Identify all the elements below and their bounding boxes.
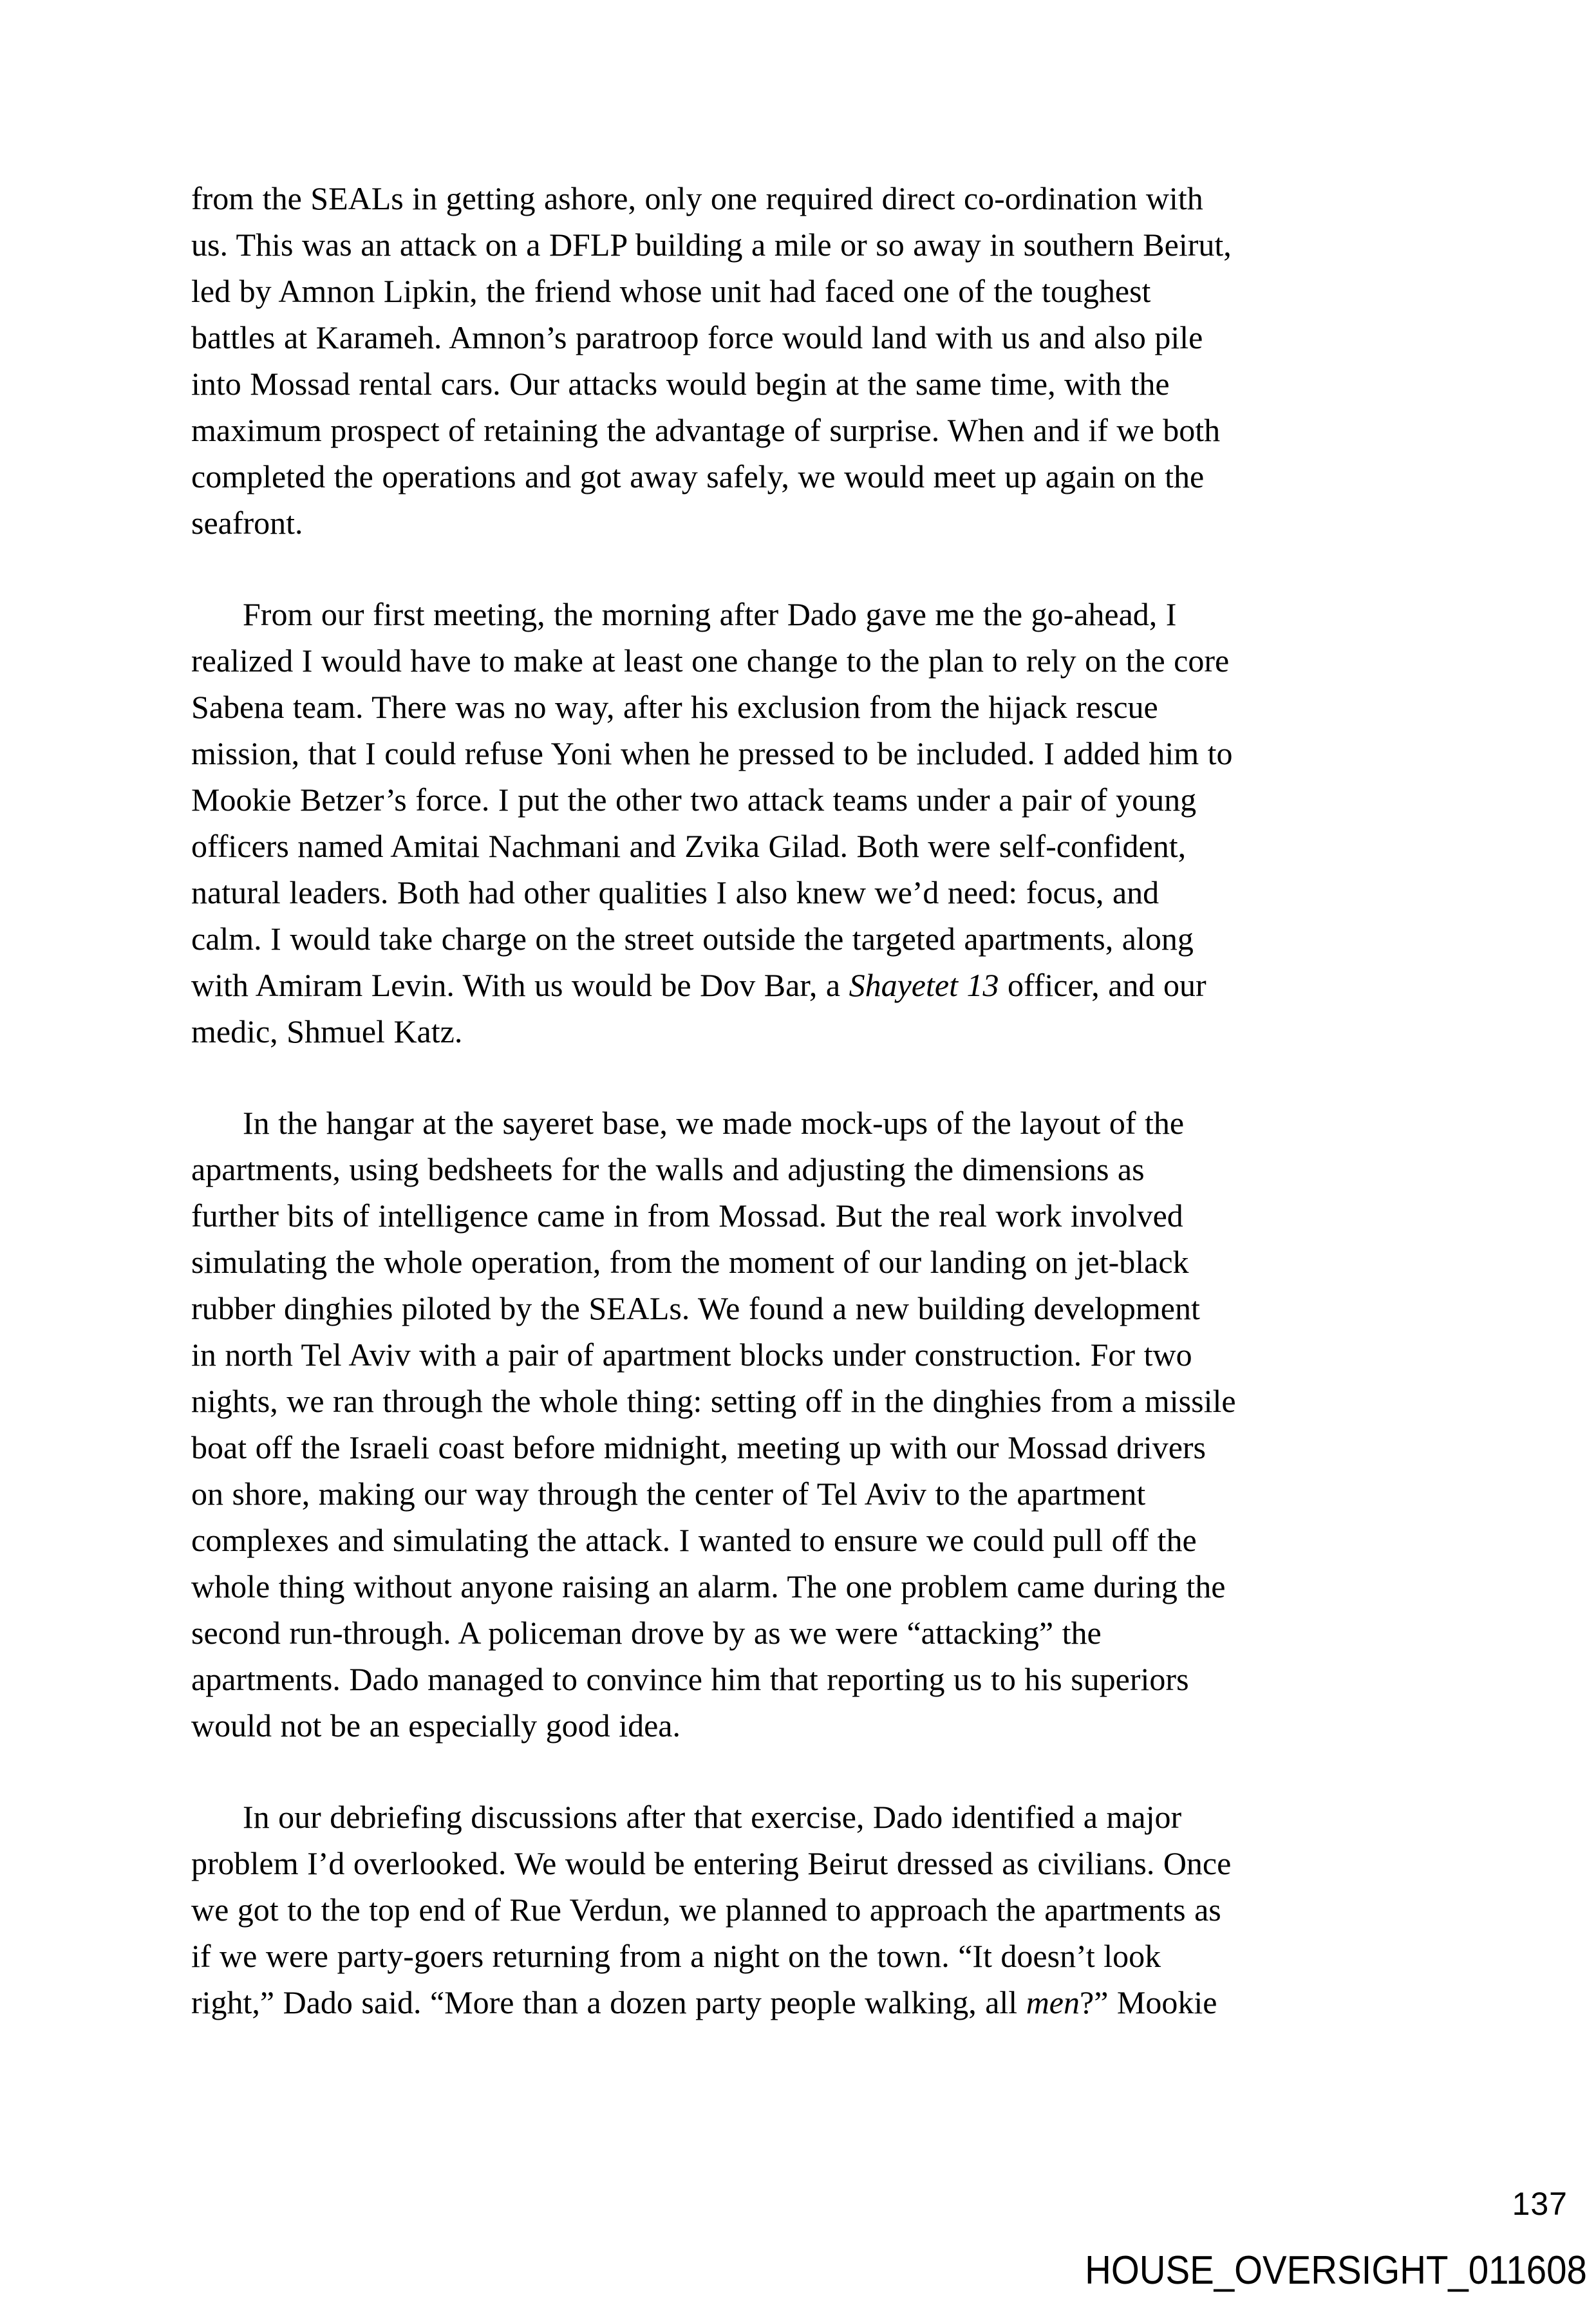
text-segment: nights, we ran through the whole thing: setting off in the dinghies from a missile (191, 1383, 1236, 1419)
text-line (191, 221, 1424, 268)
text-segment: battles at Karameh. Amnon’s paratroop force would land with us and also pile (191, 319, 1203, 355)
text-segment: right,” Dado said. “More than a dozen party people walking, all (191, 1984, 1026, 2020)
italic-text: men (1026, 1984, 1080, 2020)
text-line (191, 1610, 1424, 1656)
text-segment: calm. I would take charge on the street outside the targeted apartments, along (191, 921, 1194, 957)
text-segment: complexes and simulating the attack. I wanted to ensure we could pull off the (191, 1522, 1197, 1558)
text-line (191, 268, 1424, 314)
text-segment: simulating the whole operation, from the moment of our landing on jet-black (191, 1244, 1189, 1280)
text-line (191, 591, 1424, 637)
text-line (191, 916, 1424, 962)
text-line (191, 1840, 1424, 1886)
text-segment: apartments, using bedsheets for the walls and adjusting the dimensions as (191, 1151, 1145, 1187)
text-segment: rubber dinghies piloted by the SEALs. We found a new building development (191, 1290, 1200, 1326)
text-line (191, 1886, 1424, 1933)
text-line (191, 1933, 1424, 1979)
text-segment: into Mossad rental cars. Our attacks would begin at the same time, with the (191, 366, 1170, 402)
text-segment: seafront. (191, 505, 303, 541)
paragraph (191, 1100, 1424, 1749)
text-segment: problem I’d overlooked. We would be entering Beirut dressed as civilians. Once (191, 1845, 1232, 1881)
text-line (191, 637, 1424, 684)
text-segment: would not be an especially good idea. (191, 1707, 681, 1744)
italic-text: Shayetet 13 (849, 967, 999, 1003)
text-line (191, 1656, 1424, 1702)
text-line (191, 1702, 1424, 1749)
paragraph (191, 175, 1424, 546)
text-segment: completed the operations and got away safely, we would meet up again on the (191, 458, 1205, 494)
text-line (191, 684, 1424, 730)
text-line (191, 1424, 1424, 1471)
text-line (191, 500, 1424, 546)
text-segment: officer, and our (999, 967, 1206, 1003)
text-line (191, 1285, 1424, 1331)
text-line (191, 1563, 1424, 1610)
text-line (191, 823, 1424, 869)
text-line (191, 407, 1424, 453)
text-segment: In the hangar at the sayeret base, we made mock-ups of the layout of the (243, 1105, 1185, 1141)
text-line (191, 1378, 1424, 1424)
text-segment: In our debriefing discussions after that exercise, Dado identified a major (243, 1799, 1182, 1835)
text-segment: us. This was an attack on a DFLP building a mile or so away in southern Beirut, (191, 227, 1232, 263)
text-segment: further bits of intelligence came in from Mossad. But the real work involved (191, 1198, 1183, 1234)
text-segment: mission, that I could refuse Yoni when he pressed to be included. I added him to (191, 735, 1233, 771)
text-line (191, 1100, 1424, 1146)
text-segment: apartments. Dado managed to convince him that reporting us to his superiors (191, 1661, 1189, 1697)
text-line (191, 1517, 1424, 1563)
text-segment: whole thing without anyone raising an alarm. The one problem came during the (191, 1568, 1226, 1604)
page-body-text (191, 175, 1424, 2026)
bates-number-stamp: HOUSE_OVERSIGHT_011608 (1085, 2248, 1587, 2293)
text-segment: on shore, making our way through the center of Tel Aviv to the apartment (191, 1476, 1146, 1512)
text-line (191, 1331, 1424, 1378)
text-segment: natural leaders. Both had other qualities I also knew we’d need: focus, and (191, 874, 1159, 910)
text-segment: boat off the Israeli coast before midnight, meeting up with our Mossad drivers (191, 1429, 1206, 1465)
text-segment: we got to the top end of Rue Verdun, we planned to approach the apartments as (191, 1892, 1221, 1928)
text-segment: Sabena team. There was no way, after his exclusion from the hijack rescue (191, 689, 1158, 725)
text-segment: ?” Mookie (1080, 1984, 1217, 2020)
text-line (191, 776, 1424, 823)
page-number: 137 (1512, 2186, 1568, 2222)
text-segment: Mookie Betzer’s force. I put the other two attack teams under a pair of young (191, 782, 1197, 818)
text-line (191, 314, 1424, 361)
text-line (191, 1471, 1424, 1517)
text-segment: in north Tel Aviv with a pair of apartment blocks under construction. For two (191, 1337, 1192, 1373)
text-segment: maximum prospect of retaining the advantage of surprise. When and if we both (191, 412, 1221, 448)
text-line (191, 1794, 1424, 1840)
text-line (191, 869, 1424, 916)
text-line (191, 1146, 1424, 1192)
text-segment: from the SEALs in getting ashore, only one required direct co-ordination with (191, 180, 1203, 216)
text-segment: medic, Shmuel Katz. (191, 1013, 463, 1049)
text-line (191, 453, 1424, 500)
text-segment: second run-through. A policeman drove by as we were “attacking” the (191, 1615, 1102, 1651)
text-segment: realized I would have to make at least one change to the plan to rely on the core (191, 643, 1230, 679)
paragraph (191, 1794, 1424, 2026)
text-line (191, 962, 1424, 1008)
text-segment: From our first meeting, the morning after Dado gave me the go-ahead, I (243, 596, 1177, 632)
text-line (191, 175, 1424, 221)
text-line (191, 1192, 1424, 1239)
text-segment: officers named Amitai Nachmani and Zvika Gilad. Both were self-confident, (191, 828, 1187, 864)
text-line (191, 361, 1424, 407)
paragraph (191, 591, 1424, 1055)
text-segment: if we were party-goers returning from a night on the town. “It doesn’t look (191, 1938, 1161, 1974)
text-line (191, 730, 1424, 776)
text-line (191, 1979, 1424, 2026)
text-segment: with Amiram Levin. With us would be Dov Bar, a (191, 967, 849, 1003)
text-segment: led by Amnon Lipkin, the friend whose unit had faced one of the toughest (191, 273, 1151, 309)
text-line (191, 1008, 1424, 1055)
text-line (191, 1239, 1424, 1285)
